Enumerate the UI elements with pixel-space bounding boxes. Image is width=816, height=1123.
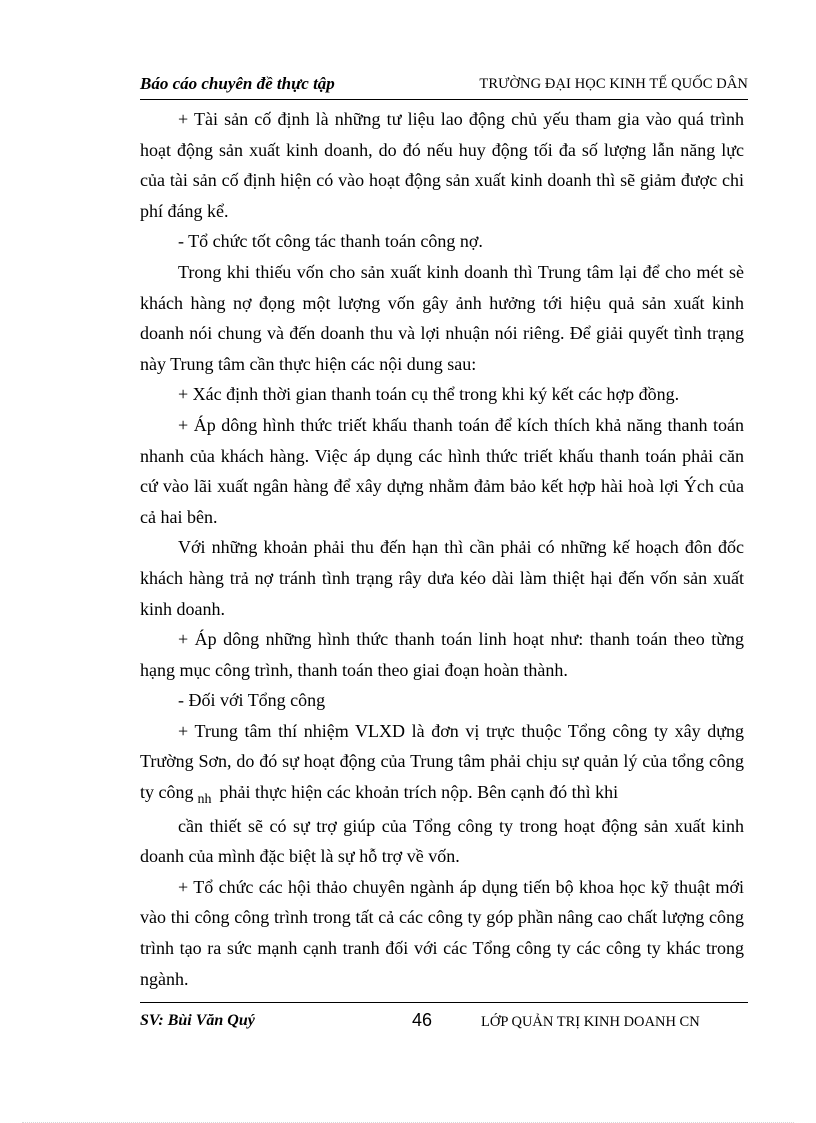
body-text: [140, 104, 744, 994]
paragraph: Với những khoản phải thu đến hạn thì cần phải có những kế hoạch đôn đốc khách hàng trả nợ tránh tình trạng rây dưa kéo dài làm thiệt hại đến vốn sản xuất kinh doanh.: [140, 537, 744, 619]
paragraph: - Đối với Tổng công: [178, 690, 326, 711]
paragraph: + Tài sản cố định là những tư liệu lao động chủ yếu tham gia vào quá trình hoạt động sản xuất kinh doanh, do đó nếu huy động tối đa số lượng lẫn năng lực của tài sản cố định hiện có vào hoạt động sản xuất kinh doanh thì sẽ giảm được chi phí đáng kể.: [140, 109, 744, 221]
paragraph: cần thiết sẽ có sự trợ giúp của Tổng công ty trong hoạt động sản xuất kinh doanh của mình đặc biệt là sự hỗ trợ về vốn.: [140, 815, 744, 867]
paragraph: + Xác định thời gian thanh toán cụ thể trong khi ký kết các hợp đồng.: [178, 384, 680, 405]
paragraph-main-text: + Trung tâm thí nhiệm VLXD là đơn vị trực thuộc Tổng công ty xây dựng Trường Sơn, do đó sự hoạt động của Trung tâm phải chịu sự quản lý của tổng công ty công: [140, 720, 744, 803]
report-title: Báo cáo chuyên đề thực tập: [140, 74, 335, 93]
subscript-fragment: nh: [197, 792, 212, 808]
footer-divider: [140, 1002, 748, 1003]
paragraph: Trong khi thiếu vốn cho sản xuất kinh doanh thì Trung tâm lại để cho mét sè khách hàng nợ đọng một lượng vốn gây ảnh hưởng tới hiệu quả sản xuất kinh doanh nói chung và đến doanh thu và lợi nhuận nói riêng. Để giải quyết tình trạng này Trung tâm cần thực hiện các nội dung sau:: [140, 261, 744, 374]
page-number: 46: [412, 1010, 433, 1030]
paragraph: + Tổ chức các hội thảo chuyên ngành áp dụng tiến bộ khoa học kỹ thuật mới vào thi công công trình trong tất cả các công ty góp phần nâng cao chất lượng công trình tạo ra sức mạnh cạnh tranh đối với các Tổng công ty các công ty khác trong ngành.: [140, 876, 744, 989]
paragraph-continuation: phải thực hiện các khoản trích nộp. Bên cạnh đó thì khi: [219, 782, 619, 803]
paragraph: + Áp dông hình thức triết khấu thanh toán để kích thích khả năng thanh toán nhanh của khách hàng. Việc áp dụng các hình thức triết khấu thanh toán phải căn cứ vào lãi xuất ngân hàng để xây dựng nhằm đảm bảo kết hợp hài hoà lợi Ých của cả hai bên.: [140, 414, 744, 527]
class-name: LỚP QUẢN TRỊ KINH DOANH CN: [481, 1014, 700, 1030]
paragraph: [140, 716, 744, 811]
page-header: [140, 74, 748, 98]
header-divider: [140, 99, 748, 100]
paragraph: - Tổ chức tốt công tác thanh toán công nợ.: [178, 231, 483, 252]
university-name: TRƯỜNG ĐẠI HỌC KINH TẾ QUỐC DÂN: [479, 76, 748, 92]
paragraph: + Áp dông những hình thức thanh toán linh hoạt như: thanh toán theo từng hạng mục công trình, thanh toán theo giai đoạn hoàn thành.: [140, 629, 744, 680]
student-name: SV: Bùi Văn Quý: [140, 1012, 255, 1029]
